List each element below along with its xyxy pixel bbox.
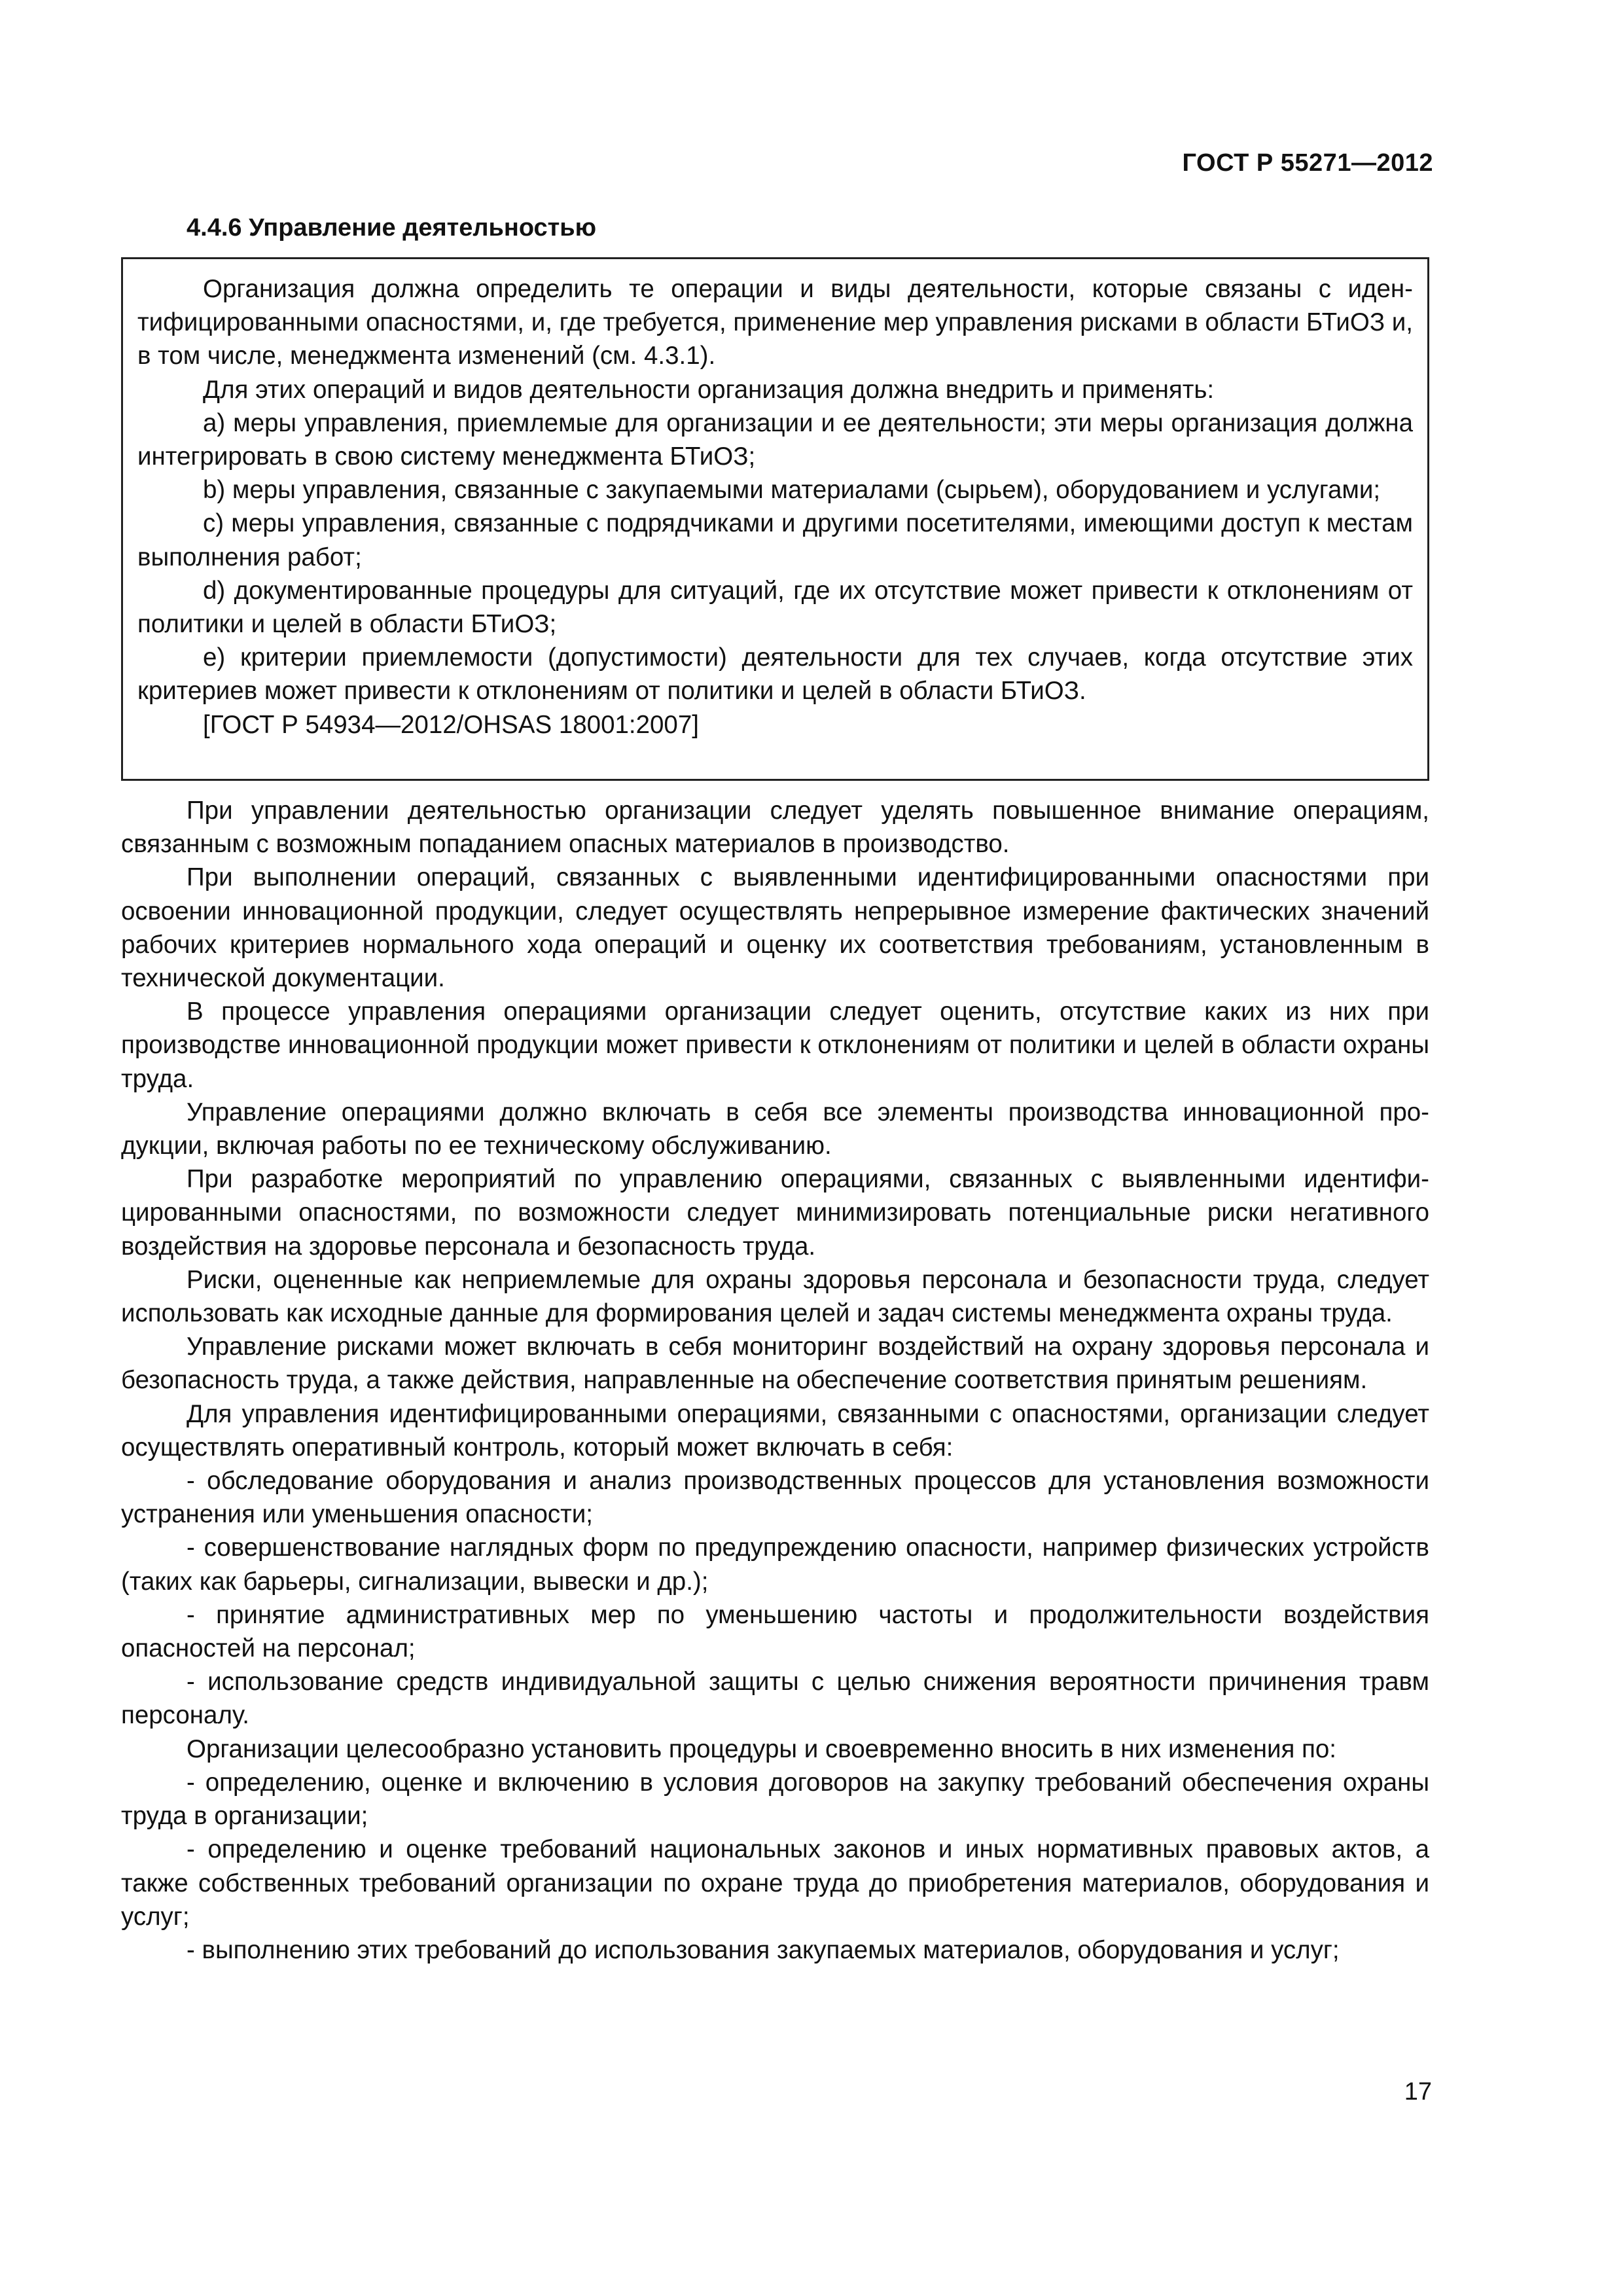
quote-paragraph: Организация должна определить те операции и виды деятельности, которые связаны с идентифицированными опасностями, и, где требуется, применение мер управления рисками в области БТиОЗ и, в том числе, менеджмента изменений (см. 4.3.1). bbox=[137, 275, 1413, 370]
body-list-item: - выполнению этих требований до использования закупаемых материалов, оборудования и услуг; bbox=[187, 1935, 1340, 1964]
body-paragraph: Организации целесообразно установить процедуры и своевременно вносить в них изменения по: bbox=[187, 1734, 1336, 1763]
quote-list-item: b) меры управления, связанные с закупаемыми материалами (сырьем), оборудованием и услугами; bbox=[203, 476, 1381, 505]
quote-list-item: e) критерии приемлемости (допустимости) деятельности для тех случаев, когда отсутствие этих критериев может привести к отклонениям от политики и целей в области БТиОЗ. bbox=[137, 643, 1413, 706]
quote-list-item: c) меры управления, связанные с подрядчиками и другими посетителями, имеющими доступ к местам выполнения работ; bbox=[137, 509, 1413, 571]
body-paragraph: При управлении деятельностью организации следует уделять повышенное внимание операциям, связанным с возможным попаданием опасных материалов в производство. bbox=[121, 797, 1429, 859]
quote-list-item: d) документированные процедуры для ситуаций, где их отсутствие может привести к отклонениям от политики и целей в области БТиОЗ; bbox=[137, 576, 1413, 639]
body-list-item: - принятие административных мер по уменьшению частоты и продолжительности воздействия опасностей на персонал; bbox=[121, 1600, 1429, 1663]
quote-list-item: a) меры управления, приемлемые для организации и ее деятельности; эти меры организация должна интегрировать в свою систему менеджмента БТиОЗ; bbox=[137, 408, 1413, 471]
body-list-item: - совершенствование наглядных форм по предупреждению опасности, например физических устройств (таких как барьеры, сигнализации, вывески и др.); bbox=[121, 1534, 1429, 1596]
body-list-item: - обследование оборудования и анализ производственных процессов для установления возможности устранения или уменьшения опасности; bbox=[121, 1467, 1429, 1529]
body-paragraph: Управление рисками может включать в себя мониторинг воздействий на охрану здоровья персонала и безопасность труда, а также действия, направленные на обеспечение соответствия принятым решениям. bbox=[121, 1333, 1429, 1395]
body-paragraph: При выполнении операций, связанных с выявленными идентифицированными опасностями при освоении инновационной продукции, следует осуществлять непрерывное измерение фактических значений рабочих критериев нормального хода операций и оценку их соответствия требованиям, установленным в технической документации. bbox=[121, 863, 1429, 993]
page-number: 17 bbox=[1404, 2078, 1432, 2106]
body-paragraph: Риски, оцененные как неприемлемые для охраны здоровья персонала и безопасности труда, следует использовать как исходные данные для формирования целей и задач системы менеджмента охраны труда. bbox=[121, 1265, 1429, 1328]
quote-source-reference: [ГОСТ Р 54934—2012/OHSAS 18001:2007] bbox=[203, 710, 699, 739]
quote-paragraph: Для этих операций и видов деятельности организация должна внедрить и применять: bbox=[203, 375, 1215, 404]
quoted-requirement-box bbox=[121, 257, 1429, 781]
body-list-item: - определению, оценке и включению в условия договоров на закупку требований обеспечения охраны труда в организации; bbox=[121, 1768, 1429, 1831]
section-title: 4.4.6 Управление деятельностью bbox=[187, 214, 597, 242]
document-code: ГОСТ Р 55271—2012 bbox=[1182, 149, 1433, 177]
body-paragraph: Для управления идентифицированными операциями, связанными с опасностями, организации следует осуществлять оперативный контроль, который может включать в себя: bbox=[121, 1399, 1429, 1462]
body-list-item: - использование средств индивидуальной защиты с целью снижения вероятности причинения травм персоналу. bbox=[121, 1668, 1429, 1730]
body-paragraph: Управление операциями должно включать в себя все элементы производства инновационной продукции, включая работы по ее техническому обслуживанию. bbox=[121, 1098, 1429, 1160]
body-paragraph: При разработке мероприятий по управлению операциями, связанных с выявленными идентифицированными опасностями, по возможности следует минимизировать потенциальные риски негативного воздействия на здоровье персонала и безопасность труда. bbox=[121, 1165, 1429, 1261]
body-paragraph: В процессе управления операциями организации следует оценить, отсутствие каких из них при производстве инновационной продукции может привести к отклонениям от политики и целей в области охраны труда. bbox=[121, 997, 1429, 1093]
body-text bbox=[121, 794, 1429, 1967]
body-list-item: - определению и оценке требований национальных законов и иных нормативных правовых актов, а также собственных требований организации по охране труда до приобретения материалов, оборудования и услуг; bbox=[121, 1835, 1429, 1931]
